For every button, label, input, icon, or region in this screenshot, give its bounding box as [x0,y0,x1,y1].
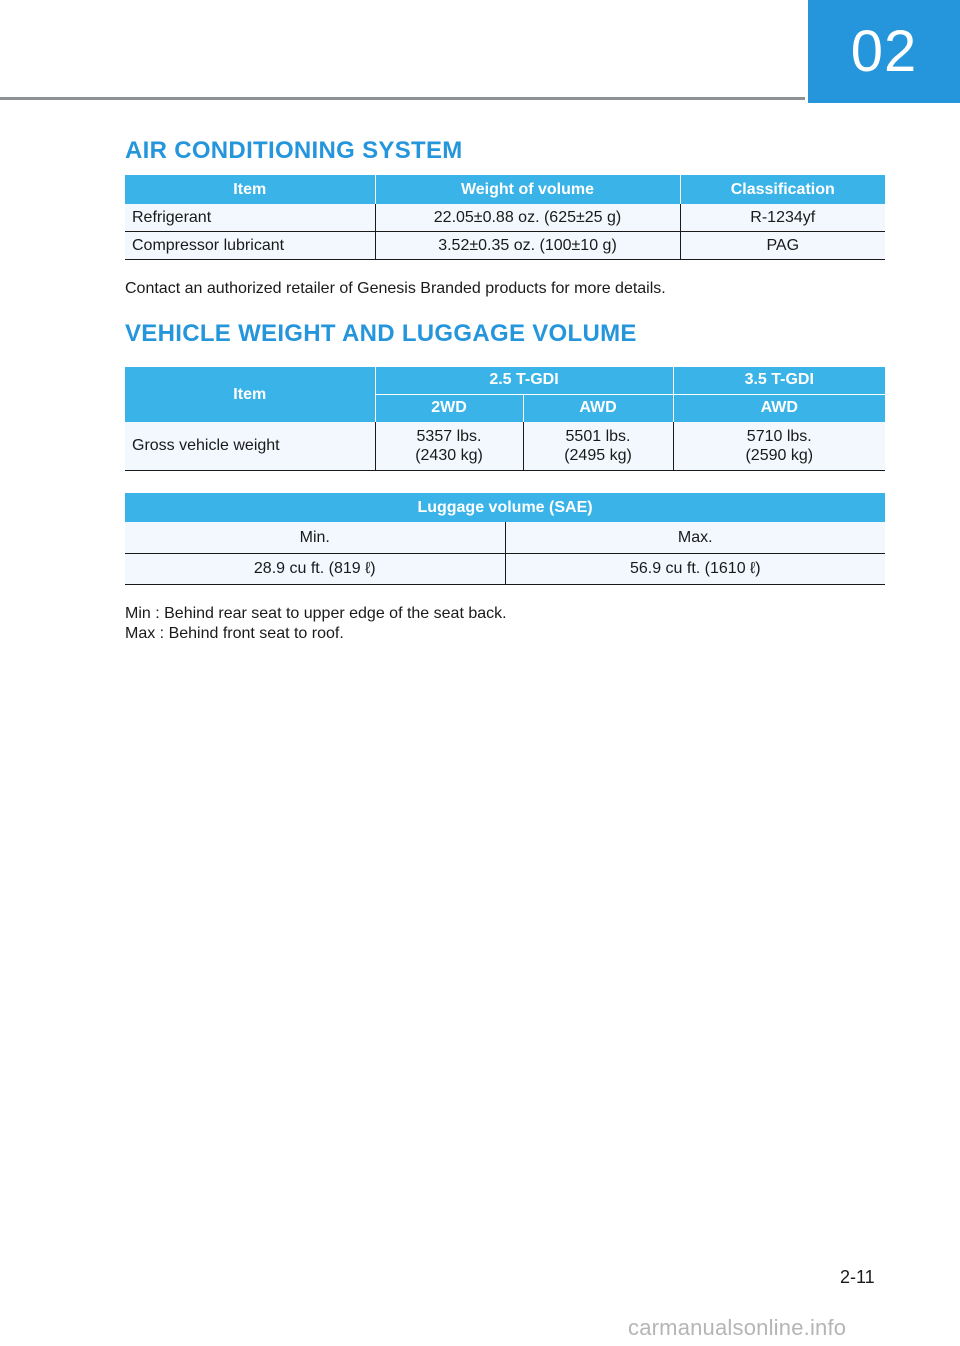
weight-table [125,367,885,471]
luggage-value-min: 28.9 cu ft. (819 ℓ) [125,553,505,584]
luggage-header: Luggage volume (SAE) [125,493,885,522]
luggage-col-max: Max. [505,522,885,553]
luggage-note-min: Min : Behind rear seat to upper edge of the seat back. [125,605,507,622]
table-row [125,422,885,470]
ac-table [125,175,885,260]
ac-row-classification: R-1234yf [680,204,885,231]
ac-section-title: AIR CONDITIONING SYSTEM [125,137,463,164]
weight-section-title: VEHICLE WEIGHT AND LUGGAGE VOLUME [125,320,637,347]
weight-engine-3.5: 3.5 T-GDI [673,367,885,394]
luggage-value-max: 56.9 cu ft. (1610 ℓ) [505,553,885,584]
luggage-col-min: Min. [125,522,505,553]
chapter-tab: 02 [808,0,960,103]
ac-row-classification: PAG [680,231,885,259]
ac-row-weight: 22.05±0.88 oz. (625±25 g) [375,204,680,231]
ac-table-header [125,175,885,204]
weight-col-item: Item [125,367,375,422]
watermark: carmanualsonline.info [628,1315,847,1340]
weight-value-2wd: 5357 lbs. (2430 kg) [375,422,523,470]
table-row [125,522,885,553]
table-row [125,553,885,584]
weight-drive-2wd: 2WD [375,394,523,422]
ac-row-item: Compressor lubricant [125,231,375,259]
ac-col-item: Item [125,175,375,204]
ac-note: Contact an authorized retailer of Genesis Branded products for more details. [125,280,666,297]
ac-col-classification: Classification [680,175,885,204]
ac-row-item: Refrigerant [125,204,375,231]
luggage-table [125,493,885,585]
table-row [125,204,885,231]
weight-engine-2.5: 2.5 T-GDI [375,367,673,394]
weight-drive-awd: AWD [523,394,673,422]
weight-value-awd-3.5: 5710 lbs. (2590 kg) [673,422,885,470]
page-number: 2-11 [840,1267,875,1287]
luggage-note-max: Max : Behind front seat to roof. [125,625,344,642]
luggage-header-row [125,493,885,522]
header-rule [0,97,805,100]
weight-row-label: Gross vehicle weight [125,422,375,470]
weight-engine-header [125,367,885,394]
ac-col-weight: Weight of volume [375,175,680,204]
weight-value-awd: 5501 lbs. (2495 kg) [523,422,673,470]
weight-drive-awd-3.5: AWD [673,394,885,422]
table-row [125,231,885,259]
ac-row-weight: 3.52±0.35 oz. (100±10 g) [375,231,680,259]
